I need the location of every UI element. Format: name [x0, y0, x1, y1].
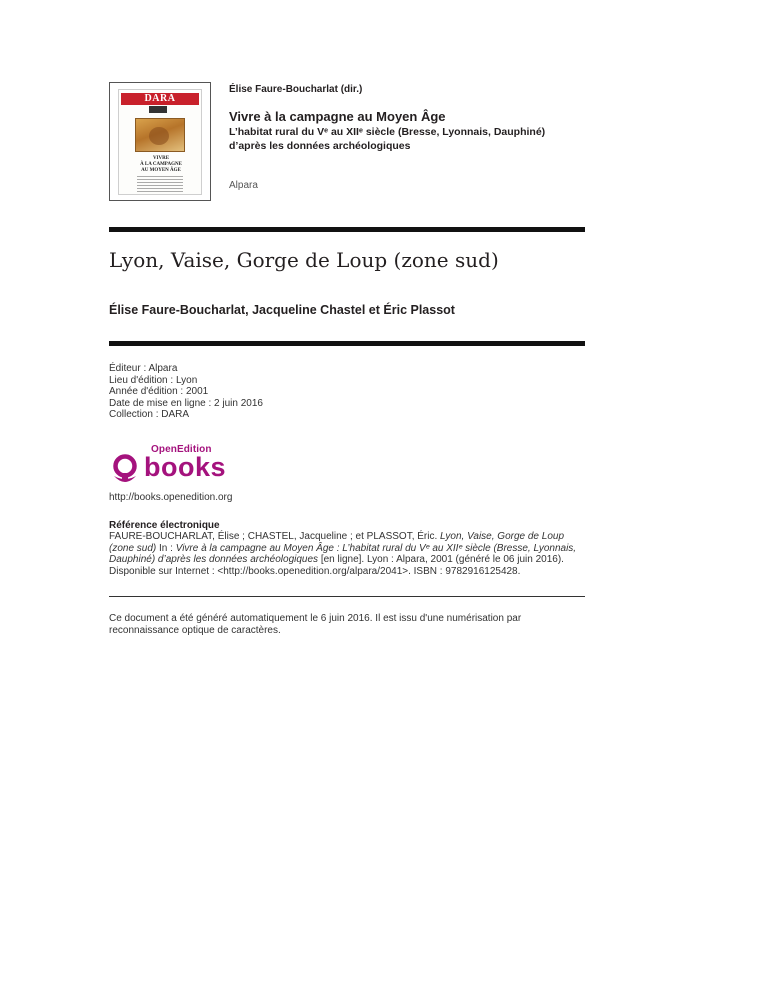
source-book-author: Élise Faure-Boucharlat (dir.) [229, 84, 363, 95]
reference-heading: Référence électronique [109, 520, 220, 531]
meta-publisher: Éditeur : Alpara [109, 363, 178, 374]
cover-logo: DARA [121, 93, 199, 105]
book-cover-art [118, 89, 202, 195]
cover-fine-print [137, 176, 183, 192]
books-label: books [144, 452, 227, 482]
document-title: Lyon, Vaise, Gorge de Loup (zone sud) [109, 248, 499, 272]
divider-bottom [109, 596, 585, 597]
book-cover [109, 82, 211, 201]
meta-place: Lieu d'édition : Lyon [109, 374, 198, 386]
meta-year: Année d'édition : 2001 [109, 386, 209, 397]
openedition-books-logo [110, 444, 240, 484]
publication-metadata [109, 363, 263, 421]
cover-emblem [149, 106, 167, 113]
cover-title: VIVRE À LA CAMPAGNE AU MOYEN ÂGE [140, 156, 182, 173]
document-authors: Élise Faure-Boucharlat, Jacqueline Chastel et Éric Plassot [109, 303, 455, 317]
meta-collection: Collection : DARA [109, 409, 190, 420]
openedition-flower-icon [110, 454, 140, 484]
reference-citation: FAURE-BOUCHARLAT, Élise ; CHASTEL, Jacqueline ; et PLASSOT, Éric. Lyon, Vaise, Gorge de Loup (zone sud) In : Vivre à la campagne au Moyen Âge : L’habitat rural du Vᵉ au XIIᵉ siècle (Bresse, Lyonnais, Dauphiné) d’après les données archéologiques [en ligne]. Lyon : Alpara, 2001 (généré le 06 juin 2016). Disponible sur Internet : <http://books.openedition.org/alpara/2041>. ISBN : 9782916125428. [109, 531, 577, 577]
divider-top [109, 227, 585, 232]
openedition-url-link[interactable]: http://books.openedition.org [109, 492, 233, 503]
source-book-title: Vivre à la campagne au Moyen Âge [229, 109, 446, 124]
cover-illustration [135, 118, 185, 152]
divider-middle [109, 341, 585, 346]
openedition-label: OpenEdition [151, 444, 212, 455]
generation-note: Ce document a été généré automatiquement le 6 juin 2016. Il est issu d'une numérisation par reconnaissance optique de caractères. [109, 613, 522, 636]
meta-online-date: Date de mise en ligne : 2 juin 2016 [109, 397, 263, 409]
source-book-publisher: Alpara [229, 180, 258, 191]
source-book-subtitle: L’habitat rural du Vᵉ au XIIᵉ siècle (Bresse, Lyonnais, Dauphiné) d’après les données archéologiques [229, 126, 546, 152]
